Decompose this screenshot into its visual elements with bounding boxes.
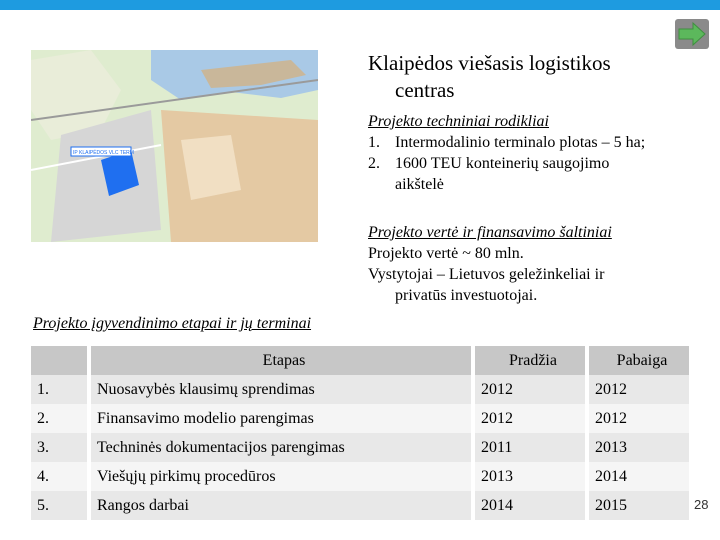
indicators-heading: Projekto techniniai rodikliai [368, 113, 549, 130]
next-arrow-icon[interactable] [675, 19, 709, 49]
slide-title [368, 50, 688, 104]
indicator-item: 2. 1600 TEU konteinerių saugojimo aikštelė [368, 155, 610, 193]
map-label: IP KLAIPĖDOS VLC TERM [73, 150, 134, 156]
table-row: 5. Rangos darbai 2014 2015 [31, 491, 689, 520]
indicator-item: 1. Intermodalinio terminalo plotas – 5 ha; [368, 134, 646, 151]
header-stage: Etapas [89, 346, 473, 375]
project-value [368, 222, 658, 306]
table-row: 3. Techninės dokumentacijos parengimas 2011 2013 [31, 433, 689, 462]
phases-table [31, 346, 689, 520]
site-map-image [31, 50, 318, 242]
value-heading: Projekto vertė ir finansavimo šaltiniai [368, 224, 612, 241]
technical-indicators [368, 111, 688, 195]
phases-label: Projekto įgyvendinimo etapai ir jų terminai [33, 315, 312, 332]
header-start: Pradžia [473, 346, 587, 375]
table-row: 1. Nuosavybės klausimų sprendimas 2012 2012 [31, 375, 689, 404]
table-header-row [31, 346, 689, 375]
title-line-1: Klaipėdos viešasis logistikos [368, 51, 611, 75]
page-number: 28 [694, 497, 709, 512]
title-line-2: centras [395, 78, 455, 102]
header-end: Pabaiga [587, 346, 689, 375]
table-row: 2. Finansavimo modelio parengimas 2012 2012 [31, 404, 689, 433]
top-accent-bar [0, 0, 720, 10]
developers-line: Vystytojai – Lietuvos geležinkeliai ir privatūs investuotojai. [368, 266, 605, 304]
value-line: Projekto vertė ~ 80 mln. [368, 245, 524, 262]
header-num [31, 346, 89, 375]
table-row: 4. Viešųjų pirkimų procedūros 2013 2014 [31, 462, 689, 491]
